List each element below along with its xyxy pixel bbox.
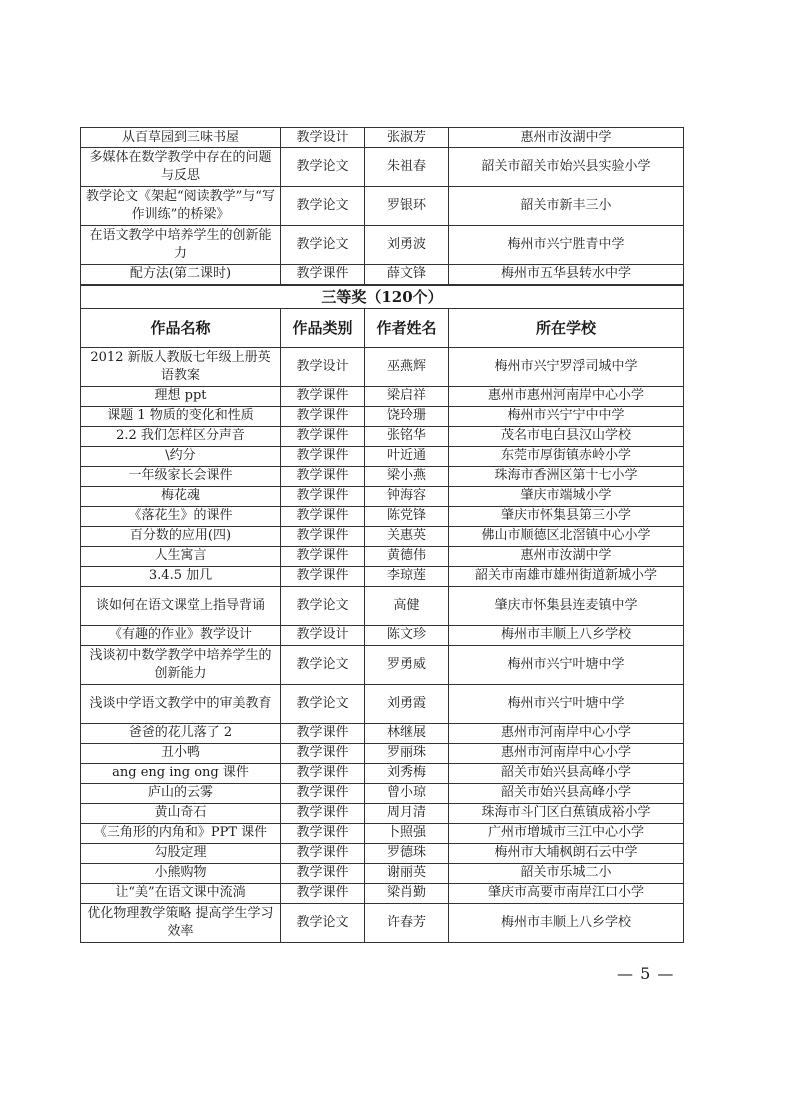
work-category: 教学论文 — [281, 645, 365, 684]
table-row — [81, 566, 684, 586]
author-name: 周月清 — [365, 803, 449, 823]
school-name: 惠州市河南岸中心小学 — [449, 743, 684, 763]
author-name: 许春芳 — [365, 903, 449, 942]
work-name: 《落花生》的课件 — [81, 506, 281, 526]
author-name: 钟海容 — [365, 486, 449, 506]
school-name: 惠州市惠州河南岸中心小学 — [449, 386, 684, 406]
author-name: 关惠英 — [365, 526, 449, 546]
page-number: — 5 — — [617, 964, 675, 983]
work-name: 让“美”在语文课中流淌 — [81, 883, 281, 903]
work-category: 教学论文 — [281, 226, 365, 265]
author-name: 梁小燕 — [365, 466, 449, 486]
work-name: 庐山的云雾 — [81, 783, 281, 803]
work-name: 浅谈中学语文教学中的审美教育 — [81, 684, 281, 723]
author-name: 张铭华 — [365, 426, 449, 446]
work-name: \约分 — [81, 446, 281, 466]
author-name: 高健 — [365, 586, 449, 625]
school-name: 佛山市顺德区北滘镇中心小学 — [449, 526, 684, 546]
work-name: 爸爸的花儿落了 2 — [81, 723, 281, 743]
author-name: 刘勇波 — [365, 226, 449, 265]
work-category: 教学课件 — [281, 823, 365, 843]
header-school: 所在学校 — [449, 308, 684, 347]
work-name: 在语文教学中培养学生的创新能力 — [81, 226, 281, 265]
table-row — [81, 863, 684, 883]
work-category: 教学课件 — [281, 883, 365, 903]
author-name: 饶玲珊 — [365, 406, 449, 426]
school-name: 惠州市河南岸中心小学 — [449, 723, 684, 743]
header-work-name: 作品名称 — [81, 308, 281, 347]
work-name: 2012 新版人教版七年级上册英语教案 — [81, 347, 281, 386]
work-category: 教学课件 — [281, 265, 365, 285]
table-row — [81, 684, 684, 723]
table-row — [81, 446, 684, 466]
work-category: 教学课件 — [281, 406, 365, 426]
work-name: 丑小鸭 — [81, 743, 281, 763]
work-name: 课题 1 物质的变化和性质 — [81, 406, 281, 426]
work-name: 优化物理教学策略 提高学生学习效率 — [81, 903, 281, 942]
table-row — [81, 486, 684, 506]
work-name: 谈如何在语文课堂上指导背诵 — [81, 586, 281, 625]
author-name: 陈文珍 — [365, 625, 449, 645]
work-category: 教学课件 — [281, 783, 365, 803]
table-row — [81, 148, 684, 187]
school-name: 韶关市乐城二小 — [449, 863, 684, 883]
table-row — [81, 546, 684, 566]
table-row — [81, 843, 684, 863]
work-category: 教学课件 — [281, 863, 365, 883]
school-name: 梅州市丰顺上八乡学校 — [449, 903, 684, 942]
section-title: 三等奖（120个） — [81, 285, 684, 309]
section-title-row — [81, 285, 684, 309]
header-row — [81, 308, 684, 347]
work-name: 教学论文《架起“阅读教学”与“写作训练”的桥梁》 — [81, 187, 281, 226]
table-row — [81, 466, 684, 486]
work-category: 教学论文 — [281, 148, 365, 187]
work-name: 配方法(第二课时) — [81, 265, 281, 285]
author-name: 薛文锋 — [365, 265, 449, 285]
school-name: 广州市增城市三江中心小学 — [449, 823, 684, 843]
work-category: 教学论文 — [281, 684, 365, 723]
work-category: 教学课件 — [281, 566, 365, 586]
author-name: 黄德伟 — [365, 546, 449, 566]
school-name: 茂名市电白县汉山学校 — [449, 426, 684, 446]
school-name: 肇庆市怀集县第三小学 — [449, 506, 684, 526]
work-category: 教学课件 — [281, 526, 365, 546]
author-name: 叶近通 — [365, 446, 449, 466]
work-category: 教学课件 — [281, 723, 365, 743]
table-row — [81, 526, 684, 546]
work-name: 浅谈初中数学教学中培养学生的创新能力 — [81, 645, 281, 684]
work-category: 教学课件 — [281, 763, 365, 783]
table-row — [81, 823, 684, 843]
work-category: 教学课件 — [281, 426, 365, 446]
author-name: 谢丽英 — [365, 863, 449, 883]
school-name: 梅州市大埔枫朗石云中学 — [449, 843, 684, 863]
author-name: 梁肖勤 — [365, 883, 449, 903]
school-name: 惠州市汝湖中学 — [449, 128, 684, 148]
work-name: 百分数的应用(四) — [81, 526, 281, 546]
top-rows — [81, 128, 684, 285]
work-category: 教学课件 — [281, 486, 365, 506]
table-row — [81, 386, 684, 406]
author-name: 张淑芳 — [365, 128, 449, 148]
author-name: 梁启祥 — [365, 386, 449, 406]
author-name: 巫燕辉 — [365, 347, 449, 386]
work-name: 梅花魂 — [81, 486, 281, 506]
work-category: 教学课件 — [281, 446, 365, 466]
school-name: 肇庆市怀集县连麦镇中学 — [449, 586, 684, 625]
table-row — [81, 645, 684, 684]
work-name: 3.4.5 加几 — [81, 566, 281, 586]
table-row — [81, 625, 684, 645]
table-row — [81, 743, 684, 763]
work-category: 教学课件 — [281, 506, 365, 526]
school-name: 梅州市兴宁叶塘中学 — [449, 684, 684, 723]
table-row — [81, 883, 684, 903]
work-category: 教学课件 — [281, 843, 365, 863]
school-name: 梅州市兴宁胜青中学 — [449, 226, 684, 265]
work-name: 《有趣的作业》教学设计 — [81, 625, 281, 645]
school-name: 韶关市新丰三小 — [449, 187, 684, 226]
header-author: 作者姓名 — [365, 308, 449, 347]
school-name: 梅州市丰顺上八乡学校 — [449, 625, 684, 645]
table-row — [81, 265, 684, 285]
table-row — [81, 187, 684, 226]
school-name: 珠海市香洲区第十七小学 — [449, 466, 684, 486]
work-category: 教学课件 — [281, 803, 365, 823]
author-name: 林继展 — [365, 723, 449, 743]
work-name: 从百草园到三味书屋 — [81, 128, 281, 148]
table-row — [81, 763, 684, 783]
table-row — [81, 506, 684, 526]
school-name: 韶关市始兴县高峰小学 — [449, 763, 684, 783]
author-name: 陈党锋 — [365, 506, 449, 526]
work-category: 教学设计 — [281, 347, 365, 386]
school-name: 梅州市兴宁宁中中学 — [449, 406, 684, 426]
table-row — [81, 128, 684, 148]
school-name: 肇庆市端城小学 — [449, 486, 684, 506]
work-name: ang eng ing ong 课件 — [81, 763, 281, 783]
work-name: 黄山奇石 — [81, 803, 281, 823]
school-name: 韶关市始兴县高峰小学 — [449, 783, 684, 803]
work-category: 教学课件 — [281, 386, 365, 406]
author-name: 刘秀梅 — [365, 763, 449, 783]
work-name: 《三角形的内角和》PPT 课件 — [81, 823, 281, 843]
school-name: 东莞市厚街镇赤岭小学 — [449, 446, 684, 466]
author-name: 卜照强 — [365, 823, 449, 843]
work-category: 教学论文 — [281, 187, 365, 226]
author-name: 罗丽珠 — [365, 743, 449, 763]
author-name: 刘勇霞 — [365, 684, 449, 723]
work-name: 小熊购物 — [81, 863, 281, 883]
author-name: 朱祖春 — [365, 148, 449, 187]
header-category: 作品类别 — [281, 308, 365, 347]
table-row — [81, 426, 684, 446]
work-name: 勾股定理 — [81, 843, 281, 863]
table-row — [81, 783, 684, 803]
table-row — [81, 226, 684, 265]
school-name: 惠州市汝湖中学 — [449, 546, 684, 566]
author-name: 曾小琼 — [365, 783, 449, 803]
school-name: 珠海市斗门区白蕉镇成裕小学 — [449, 803, 684, 823]
table-row — [81, 903, 684, 942]
table-row — [81, 586, 684, 625]
work-name: 多媒体在数学教学中存在的问题与反思 — [81, 148, 281, 187]
third-prize-section — [81, 285, 684, 348]
table-row — [81, 723, 684, 743]
work-category: 教学论文 — [281, 903, 365, 942]
school-name: 肇庆市高要市南岸江口小学 — [449, 883, 684, 903]
work-category: 教学论文 — [281, 586, 365, 625]
school-name: 梅州市兴宁叶塘中学 — [449, 645, 684, 684]
table-row — [81, 347, 684, 386]
author-name: 李琼莲 — [365, 566, 449, 586]
table-row — [81, 406, 684, 426]
author-name: 罗德珠 — [365, 843, 449, 863]
author-name: 罗勇威 — [365, 645, 449, 684]
award-table — [80, 127, 684, 943]
work-category: 教学课件 — [281, 546, 365, 566]
work-name: 人生寓言 — [81, 546, 281, 566]
work-category: 教学设计 — [281, 128, 365, 148]
work-category: 教学课件 — [281, 466, 365, 486]
table-row — [81, 803, 684, 823]
work-category: 教学课件 — [281, 743, 365, 763]
third-prize-rows — [81, 347, 684, 942]
work-name: 一年级家长会课件 — [81, 466, 281, 486]
school-name: 韶关市韶关市始兴县实验小学 — [449, 148, 684, 187]
school-name: 梅州市五华县转水中学 — [449, 265, 684, 285]
school-name: 梅州市兴宁罗浮司城中学 — [449, 347, 684, 386]
work-category: 教学设计 — [281, 625, 365, 645]
school-name: 韶关市南雄市雄州街道新城小学 — [449, 566, 684, 586]
work-name: 2.2 我们怎样区分声音 — [81, 426, 281, 446]
work-name: 理想 ppt — [81, 386, 281, 406]
author-name: 罗银环 — [365, 187, 449, 226]
